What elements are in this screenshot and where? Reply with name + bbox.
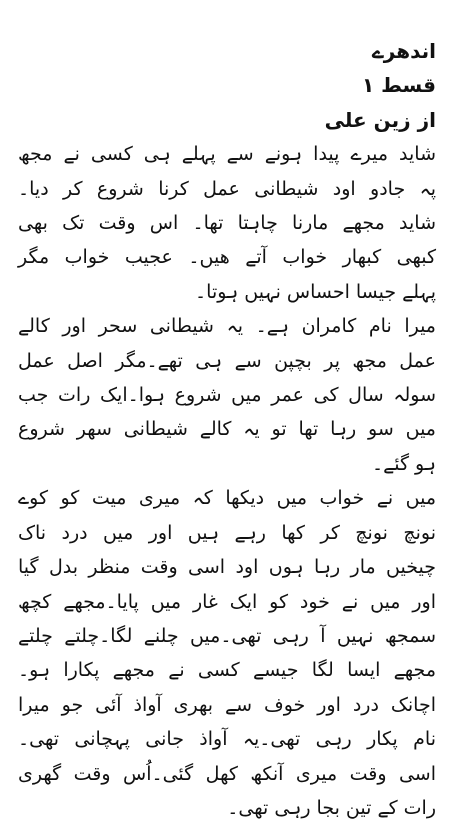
text-line: کبھی کبھار خواب آتے ھیں۔ عجیب خواب مگر bbox=[18, 246, 436, 269]
text-line: عمل مجھ پر بچپن سے ہی تھے۔مگر اصل عمل bbox=[18, 349, 436, 372]
author-line: از زین علی bbox=[324, 107, 436, 132]
text-line: سمجھ نہیں آ رہی تھی۔میں چلنے لگا۔چلتے چلتے bbox=[18, 624, 436, 647]
text-line: میرا نام کامران ہے۔ یہ شیطانی سحر اور کالے bbox=[18, 315, 436, 338]
text-line: پہ جادو اود شیطانی عمل کرنا شروع کر دیا۔ bbox=[18, 177, 436, 200]
text-line: اسی وقت میری آنکھ کھل گئی۔اُس وقت گھری bbox=[18, 762, 436, 785]
text-line: میں سو رہا تھا تو یہ کالے شیطانی سھر شروع bbox=[18, 418, 436, 441]
text-line: سولہ سال کی عمر میں شروع ہوا۔ایک رات جب bbox=[18, 384, 436, 407]
text-line: چیخیں مار رہا ہوں اود اسی وقت منظر بدل گیا bbox=[18, 556, 436, 579]
text-line: نونچ نونچ کر کھا رہے ہیں اور میں درد ناک bbox=[18, 521, 436, 544]
text-line: مجھے ایسا لگا جیسے کسی نے مجھے پکارا ہو۔ bbox=[18, 659, 436, 682]
text-line: اچانک درد اور خوف سے بھری آواذ آئی جو میرا bbox=[18, 693, 436, 716]
text-line: شاید میرے پیدا ہونے سے پہلے ہی کسی نے مجھ bbox=[18, 143, 436, 166]
text-line: پہلے جیسا احساس نہیں ہوتا۔ bbox=[195, 280, 436, 303]
story-title: اندھرے bbox=[372, 39, 436, 63]
text-line: نام پکار رہی تھی۔یہ آواذ جانی پہچانی تھی۔ bbox=[18, 728, 436, 751]
document-page bbox=[18, 34, 436, 825]
text-line: رات کے تین بجا رہی تھی۔ bbox=[227, 796, 436, 819]
text-line: شاید مجھے مارنا چاہتا تھا۔ اس وقت تک بھی bbox=[18, 212, 436, 235]
text-line: میں نے خواب میں دیکھا کہ میری میت کو کوے bbox=[18, 487, 436, 510]
text-line: اور میں نے خود کو ایک غار میں پایا۔مجھے کچھ bbox=[18, 590, 436, 613]
episode-label: قسط ۱ bbox=[361, 73, 436, 98]
text-line: ہو گئے۔ bbox=[371, 452, 436, 475]
